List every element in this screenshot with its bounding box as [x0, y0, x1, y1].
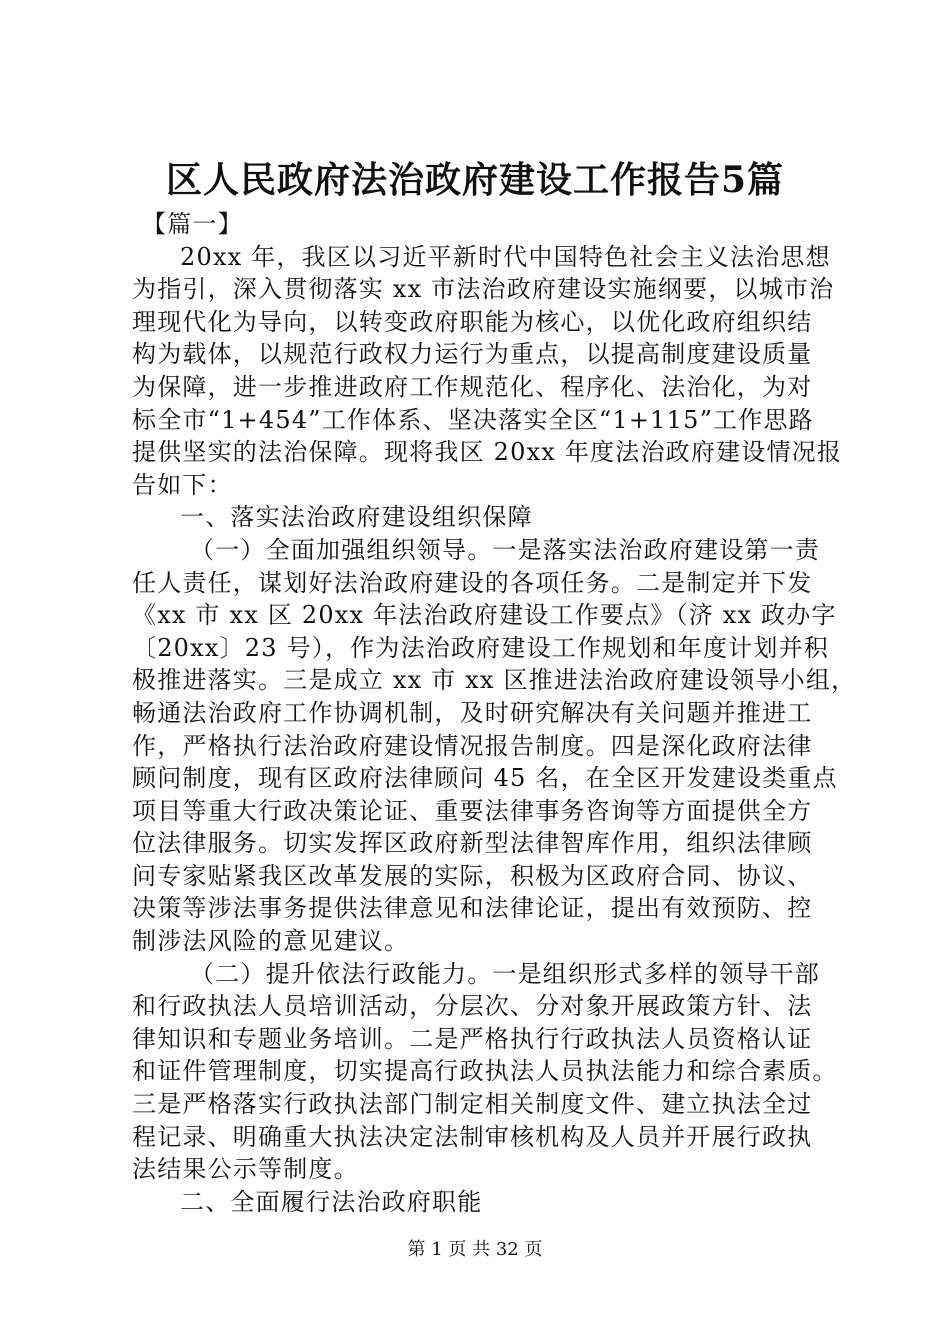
section-heading: 二、全面履行法治政府职能 — [180, 1187, 483, 1216]
paragraph-line: 三是严格落实行政执法部门制定相关制度文件、建立执法全过 — [132, 1090, 813, 1119]
paragraph-line: 顾问制度，现有区政府法律顾问 45 名，在全区开发建设类重点 — [132, 764, 838, 793]
paragraph-line: 理现代化为导向，以转变政府职能为核心，以优化政府组织结 — [132, 307, 813, 336]
page-footer: 第 1 页 共 32 页 — [407, 1239, 543, 1260]
paragraph-line: 标全市“1+454”工作体系、坚决落实全区“1+115”工作思路 — [132, 405, 814, 434]
paragraph-line: 任人责任，谋划好法治政府建设的各项任务。二是制定并下发 — [132, 568, 813, 597]
section-heading: 一、落实法治政府建设组织保障 — [180, 503, 533, 532]
document-title: 区人民政府法治政府建设工作报告5篇 — [165, 159, 785, 201]
paragraph-line: 和证件管理制度，切实提高行政执法人员执法能力和综合素质。 — [132, 1057, 838, 1086]
paragraph-line: 律知识和专题业务培训。二是严格执行行政执法人员资格认证 — [132, 1024, 813, 1053]
paragraph-line: 畅通法治政府工作协调机制，及时研究解决有关问题并推进工 — [132, 698, 813, 727]
paragraph-line: 《xx 市 xx 区 20xx 年法治政府建设工作要点》（济 xx 政办字 — [132, 601, 837, 630]
paragraph-line: 告如下： — [132, 470, 233, 499]
subsection-line: （一）全面加强组织领导。一是落实法治政府建设第一责 — [190, 535, 820, 564]
paragraph-line: 提供坚实的法治保障。现将我区 20xx 年度法治政府建设情况报 — [132, 438, 843, 467]
paragraph-line: 构为载体，以规范行政权力运行为重点，以提高制度建设质量 — [132, 340, 813, 369]
paragraph-line: 为保障，进一步推进政府工作规范化、程序化、法治化，为对 — [132, 372, 813, 401]
paragraph-line: 法结果公示等制度。 — [132, 1155, 359, 1184]
subsection-line: （二）提升依法行政能力。一是组织形式多样的领导干部 — [190, 959, 820, 988]
section-label: 【篇一】 — [142, 210, 243, 238]
paragraph-line: 20xx 年，我区以习近平新时代中国特色社会主义法治思想 — [180, 242, 831, 271]
paragraph-line: 为指引，深入贯彻落实 xx 市法治政府建设实施纲要，以城市治 — [132, 275, 835, 304]
paragraph-line: 制涉法风险的意见建议。 — [132, 927, 410, 956]
paragraph-line: 作，严格执行法治政府建设情况报告制度。四是深化政府法律 — [132, 731, 813, 760]
paragraph-line: 项目等重大行政决策论证、重要法律事务咨询等方面提供全方 — [132, 796, 813, 825]
paragraph-line: 决策等涉法事务提供法律意见和法律论证，提出有效预防、控 — [132, 894, 813, 923]
paragraph-line: 〔20xx〕23 号），作为法治政府建设工作规划和年度计划并积 — [132, 633, 829, 662]
paragraph-line: 问专家贴紧我区改革发展的实际，积极为区政府合同、协议、 — [132, 861, 813, 890]
paragraph-line: 位法律服务。切实发挥区政府新型法律智库作用，组织法律顾 — [132, 829, 813, 858]
paragraph-line: 和行政执法人员培训活动，分层次、分对象开展政策方针、法 — [132, 992, 813, 1021]
paragraph-line: 程记录、明确重大执法决定法制审核机构及人员并开展行政执 — [132, 1122, 813, 1151]
paragraph-line: 极推进落实。三是成立 xx 市 xx 区推进法治政府建设领导小组， — [132, 666, 857, 695]
document-body — [132, 208, 857, 1218]
